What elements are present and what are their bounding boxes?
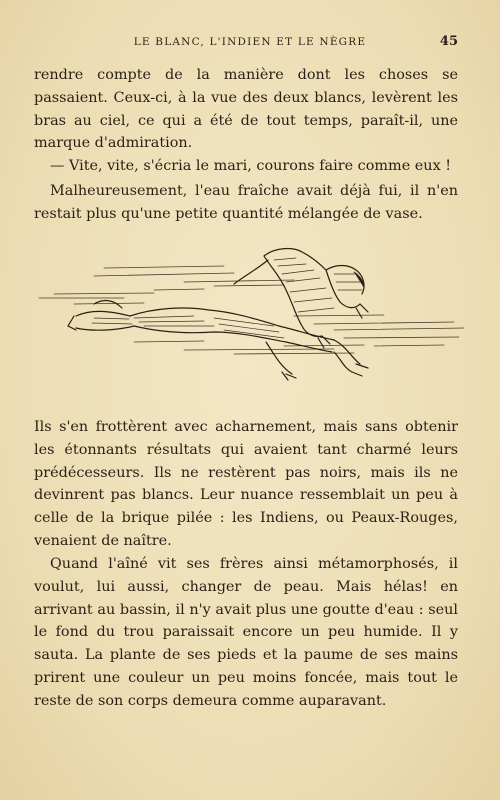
paragraph-5: Quand l'aîné vit ses frères ainsi métamorphosés, il voulut, lui aussi, changer de peau. Mais hélas! en arrivant au bassin, il n'y avait plus une goutte d'eau : seul le fond du trou paraissait encore un peu humide. Il y sauta. La plante de ses pieds et la paume de ses mains prirent une couleur un peu moins foncée, mais tout le reste de son corps demeura comme auparavant.: [34, 556, 458, 709]
paragraph-2: — Vite, vite, s'écria le mari, courons faire comme eux !: [50, 158, 452, 174]
head-hair: [354, 272, 364, 288]
paragraph-3: Malheureusement, l'eau fraîche avait déjà fui, il n'en restait plus qu'une petite quantité mélangée de vase.: [34, 183, 458, 222]
paragraph-1: rendre compte de la manière dont les choses se passaient. Ceux-ci, à la vue des deux blancs, levèrent les bras au ciel, ce qui a été de tout temps, paraît-il, une marque d'admiration.: [34, 67, 458, 152]
page-header: [0, 36, 500, 52]
page-number: 45: [439, 34, 458, 49]
ground-hatching: [39, 266, 464, 354]
engraving-illustration: [34, 246, 466, 386]
running-title: LE BLANC, L'INDIEN ET LE NÈGRE: [133, 36, 367, 48]
crouching-figure: [234, 249, 368, 348]
paragraph-4: Ils s'en frottèrent avec acharnement, mais sans obtenir les étonnants résultats qui avaient tant charmé leurs prédécesseurs. Ils ne restèrent pas noirs, mais ils ne devinrent pas blancs. Leur nuance ressemblait un peu à celle de la brique pilée : les Indiens, ou Peaux-Rouges, venaient de naître.: [34, 419, 458, 549]
lying-figure: [68, 301, 368, 380]
